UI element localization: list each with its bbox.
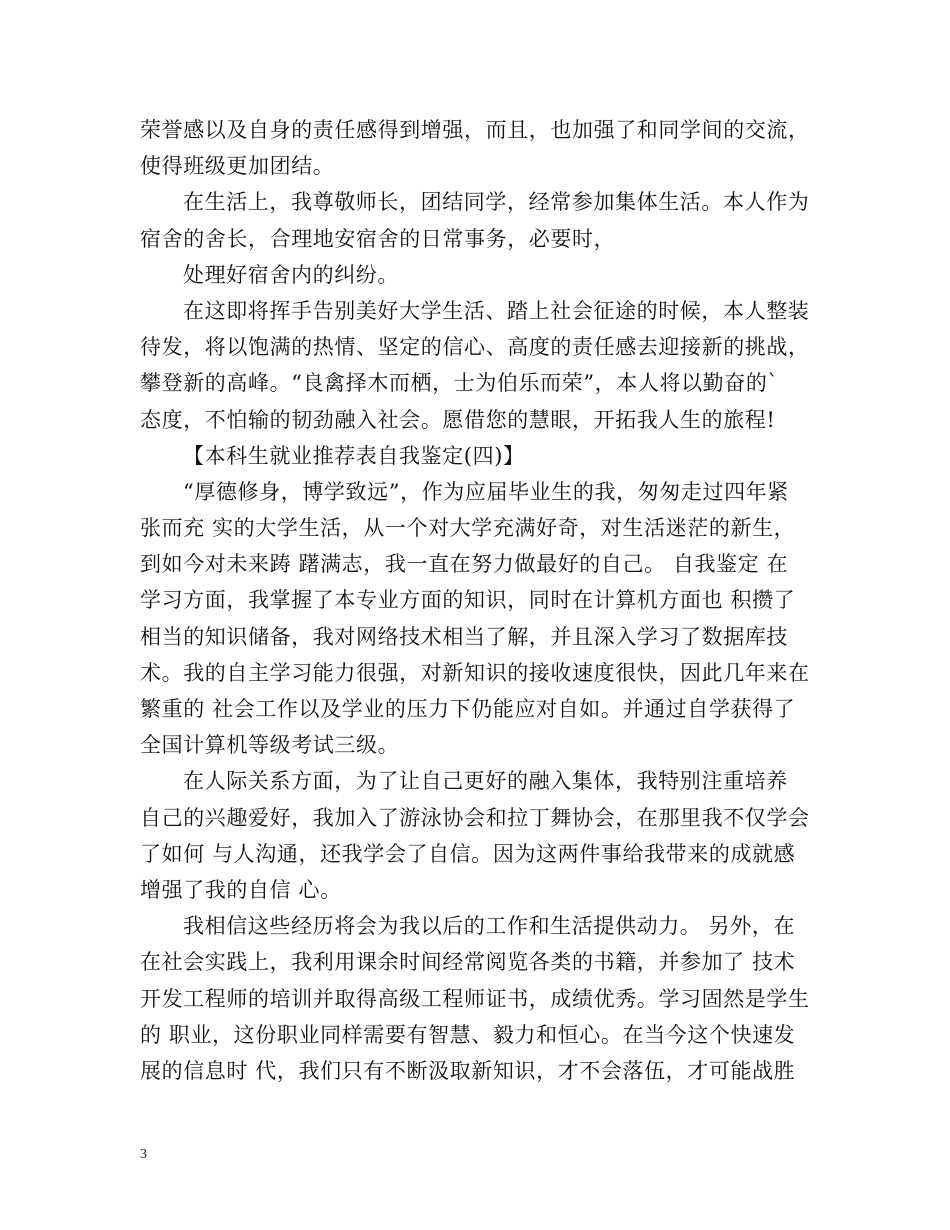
text-line: 攀登新的高峰。“良禽择木而栖，士为伯乐而荣”，本人将以勤奋的` [140, 371, 779, 396]
section-heading: 【本科生就业推荐表自我鉴定(四)】 [183, 443, 525, 468]
text-line: 繁重的 社会工作以及学业的压力下仍能应对自如。并通过自学获得了 [140, 697, 796, 721]
text-line: 在人际关系方面，为了让自己更好的融入集体，我特别注重培养 [183, 769, 788, 794]
text-line: 了如何 与人沟通，还我学会了自信。因为这两件事给我带来的成就感 [140, 841, 796, 866]
text-line: 的 职业，这份职业同样需要有智慧、毅力和恒心。在当今这个快速发 [140, 1022, 796, 1047]
text-line: 相当的知识储备，我对网络技术相当了解，并且深入学习了数据库技 [140, 624, 788, 649]
text-line: 全国计算机等级考试三级。 [140, 733, 400, 758]
text-line: 到如今对未来踌 躇满志，我一直在努力做最好的自己。 自我鉴定 在 [140, 552, 789, 577]
text-line: 在社会实践上，我利用课余时间经常阅览各类的书籍，并参加了 技术 [140, 950, 796, 975]
text-line: 学习方面，我掌握了本专业方面的知识，同时在计算机方面也 积攒了 [140, 588, 796, 613]
text-line: 术。我的自主学习能力很强，对新知识的接收速度很快，因此几年来在 [140, 660, 810, 685]
text-line: “厚德修身，博学致远”，作为应届毕业生的我，匆匆走过四年紧 [183, 479, 789, 504]
text-line: 处理好宿舍内的纠纷。 [183, 262, 399, 287]
page-number: 3 [140, 1147, 147, 1162]
text-line: 在生活上，我尊敬师长，团结同学，经常参加集体生活。本人作为 [183, 190, 810, 215]
text-line: 自己的兴趣爱好，我加入了游泳协会和拉丁舞协会，在那里我不仅学会 [140, 805, 810, 830]
body-text [140, 112, 820, 1089]
text-line: 在这即将挥手告别美好大学生活、踏上社会征途的时候，本人整装 [183, 298, 810, 323]
text-line: 我相信这些经历将会为我以后的工作和生活提供动力。 另外，在 [183, 914, 796, 939]
text-line: 开发工程师的培训并取得高级工程师证书，成绩优秀。学习固然是学生 [140, 986, 810, 1011]
text-line: 使得班级更加团结。 [140, 154, 335, 179]
text-line: 态度，不怕输的韧劲融入社会。愿借您的慧眼，开拓我人生的旅程! [140, 407, 776, 432]
text-line: 展的信息时 代，我们只有不断汲取新知识，才不会落伍，才可能战胜 [140, 1058, 796, 1083]
text-line: 增强了我的自信 心。 [140, 877, 342, 902]
text-line: 张而充 实的大学生活，从一个对大学充满好奇，对生活迷茫的新生， [140, 516, 796, 541]
text-line: 待发，将以饱满的热情、坚定的信心、高度的责任感去迎接新的挑战， [140, 335, 810, 360]
text-line: 宿舍的舍长，合理地安宿舍的日常事务，必要时， [140, 226, 616, 251]
text-line: 荣誉感以及自身的责任感得到增强，而且，也加强了和同学间的交流， [140, 118, 810, 142]
